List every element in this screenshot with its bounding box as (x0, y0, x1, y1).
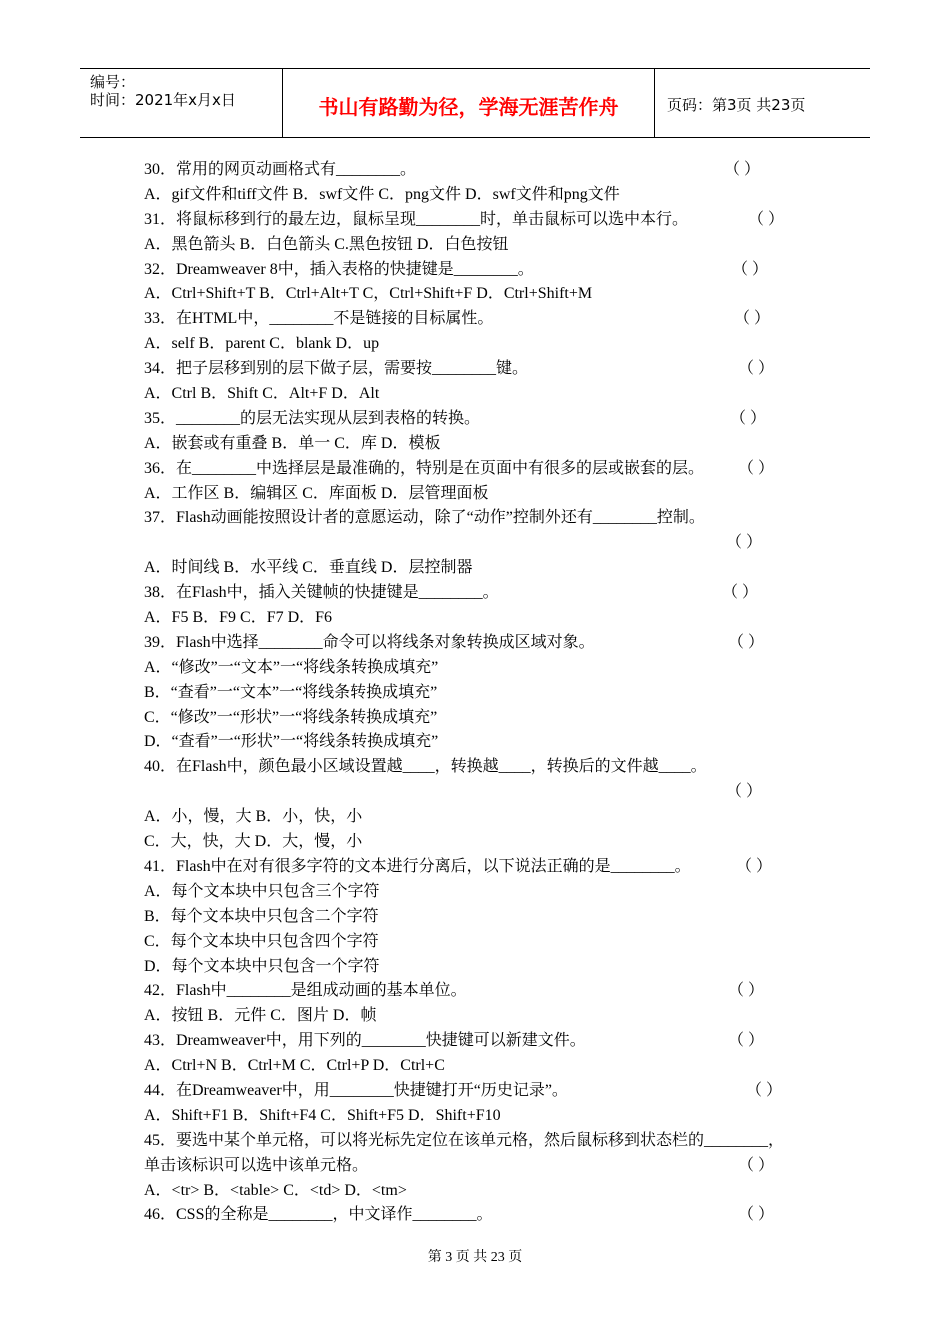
question-line (144, 158, 824, 183)
line-text: A．F5 B．F9 C．F7 D．F6 (144, 609, 333, 627)
question-line (144, 482, 824, 507)
question-line (144, 631, 824, 656)
answer-bracket: （ ） (738, 1206, 775, 1224)
answer-bracket: （ ） (724, 161, 761, 178)
line-text: A．Ctrl+Shift+T B．Ctrl+Alt+T C，Ctrl+Shift+F D．Ctrl+Shift+M (144, 285, 593, 303)
line-text: 34．把子层移到别的层下做子层，需要按________键。 (144, 360, 529, 378)
question-line (144, 556, 824, 581)
line-text: 43．Dreamweaver中，用下列的________快捷键可以新建文件。 (144, 1032, 586, 1050)
line-text: D．“查看”一“形状”一“将线条转换成填充” (144, 733, 439, 751)
date-line: 时间：2021年x月x日 (90, 91, 236, 109)
header-middle-cell (283, 69, 655, 137)
question-line (144, 1179, 824, 1204)
question-line (144, 730, 824, 755)
line-text: 39．Flash中选择________命令可以将线条对象转换成区域对象。 (144, 633, 595, 651)
line-text: 30．常用的网页动画格式有________。 (144, 161, 417, 178)
line-text: C．大，快，大 D．大，慢，小 (144, 833, 363, 851)
question-line (144, 1029, 824, 1054)
line-text: A．工作区 B．编辑区 C．库面板 D．层管理面板 (144, 484, 489, 502)
answer-bracket: （ ） (748, 210, 785, 228)
question-line (144, 805, 824, 830)
line-text: A．self B．parent C．blank D．up (144, 335, 380, 353)
question-line (144, 656, 824, 681)
answer-bracket: （ ） (730, 409, 767, 427)
question-line (144, 233, 824, 258)
answer-bracket: （ ） (736, 857, 773, 875)
answer-bracket: （ ） (726, 783, 763, 801)
line-text: A．Shift+F1 B．Shift+F4 C．Shift+F5 D．Shift+F10 (144, 1106, 501, 1124)
line-text: C．每个文本块中只包含四个字符 (144, 932, 379, 950)
line-text: 44．在Dreamweaver中，用________快捷键打开“历史记录”。 (144, 1081, 568, 1099)
question-line (144, 407, 824, 432)
line-text: A．小，慢，大 B．小，快，小 (144, 808, 363, 826)
line-text: C．“修改”一“形状”一“将线条转换成填充” (144, 708, 438, 726)
line-text: 36．在________中选择层是最准确的，特别是在页面中有很多的层或嵌套的层。 (144, 459, 705, 477)
line-text: A．嵌套或有重叠 B．单一 C．库 D．模板 (144, 434, 441, 452)
answer-bracket: （ ） (728, 982, 765, 1000)
question-line (144, 681, 824, 706)
answer-bracket: （ ） (734, 310, 771, 328)
line-text: B．每个文本块中只包含二个字符 (144, 907, 379, 925)
answer-bracket: （ ） (722, 584, 759, 602)
question-line (144, 1203, 824, 1228)
question-line (144, 1054, 824, 1079)
answer-bracket: （ ） (728, 633, 765, 651)
question-line (144, 880, 824, 905)
question-line (144, 755, 824, 780)
question-list (144, 158, 824, 1228)
question-line (144, 930, 824, 955)
question-line (144, 706, 824, 731)
question-line (144, 183, 824, 208)
line-text: A．<tr> B．<table> C．<td> D．<tm> (144, 1181, 407, 1199)
page-info: 页码：第3页 共23页 (667, 96, 806, 114)
line-text: A．每个文本块中只包含三个字符 (144, 882, 380, 900)
question-line (144, 955, 824, 980)
question-line (144, 258, 824, 283)
question-line (144, 307, 824, 332)
header-left-cell (80, 69, 283, 137)
question-line (144, 979, 824, 1004)
question-line (144, 905, 824, 930)
question-line (144, 1004, 824, 1029)
question-line (144, 282, 824, 307)
question-line (144, 382, 824, 407)
question-line (144, 531, 824, 556)
question-line (144, 432, 824, 457)
answer-bracket: （ ） (726, 534, 763, 552)
line-text: B．“查看”一“文本”一“将线条转换成填充” (144, 683, 438, 701)
serial-label: 编号： (90, 73, 136, 91)
line-text: 35．________的层无法实现从层到表格的转换。 (144, 409, 481, 427)
question-line (144, 606, 824, 631)
line-text: 32．Dreamweaver 8中，插入表格的快捷键是________。 (144, 260, 534, 278)
line-text: A．按钮 B．元件 C．图片 D．帧 (144, 1007, 377, 1025)
answer-bracket: （ ） (738, 459, 775, 477)
motto: 书山有路勤为径，学海无涯苦作舟 (318, 95, 619, 119)
question-line (144, 357, 824, 382)
page-header (80, 68, 870, 138)
question-line (144, 780, 824, 805)
question-line (144, 1104, 824, 1129)
question-line (144, 1079, 824, 1104)
line-text: 38．在Flash中，插入关键帧的快捷键是________。 (144, 584, 499, 602)
question-line (144, 1154, 824, 1179)
question-line (144, 830, 824, 855)
line-text: 40．在Flash中，颜色最小区域设置越____，转换越____，转换后的文件越____。 (144, 758, 707, 776)
line-text: 46．CSS的全称是________，中文译作________。 (144, 1206, 493, 1224)
question-line (144, 457, 824, 482)
line-text: A．“修改”一“文本”一“将线条转换成填充” (144, 658, 439, 676)
line-text: A．Ctrl+N B．Ctrl+M C．Ctrl+P D．Ctrl+C (144, 1057, 445, 1075)
question-line (144, 332, 824, 357)
line-text: 37．Flash动画能按照设计者的意愿运动，除了“动作”控制外还有________控制。 (144, 509, 705, 527)
question-line (144, 506, 824, 531)
line-text: D．每个文本块中只包含一个字符 (144, 957, 380, 975)
line-text: 单击该标识可以选中该单元格。 (144, 1156, 369, 1174)
answer-bracket: （ ） (738, 360, 775, 378)
line-text: 41．Flash中在对有很多字符的文本进行分离后，以下说法正确的是________。 (144, 857, 691, 875)
question-line (144, 208, 824, 233)
line-text: 31．将鼠标移到行的最左边，鼠标呈现________时，单击鼠标可以选中本行。 (144, 210, 689, 228)
question-line (144, 581, 824, 606)
answer-bracket: （ ） (738, 1156, 775, 1174)
header-right-cell (655, 69, 870, 137)
line-text: A．Ctrl B．Shift C．Alt+F D．Alt (144, 385, 380, 403)
question-line (144, 855, 824, 880)
page-footer: 第 3 页 共 23 页 (427, 1250, 523, 1265)
line-text: A．时间线 B．水平线 C．垂直线 D．层控制器 (144, 559, 473, 577)
answer-bracket: （ ） (728, 1032, 765, 1050)
line-text: 45．要选中某个单元格，可以将光标先定位在该单元格，然后鼠标移到状态栏的________， (144, 1131, 785, 1149)
answer-bracket: （ ） (746, 1081, 783, 1099)
line-text: 33．在HTML中，________不是链接的目标属性。 (144, 310, 494, 328)
line-text: A．黑色箭头 B．白色箭头 C.黑色按钮 D．白色按钮 (144, 235, 509, 253)
line-text: A．gif文件和tiff文件 B．swf文件 C．png文件 D．swf文件和png文件 (144, 185, 620, 203)
answer-bracket: （ ） (732, 260, 769, 278)
question-line (144, 1129, 824, 1154)
line-text: 42．Flash中________是组成动画的基本单位。 (144, 982, 467, 1000)
